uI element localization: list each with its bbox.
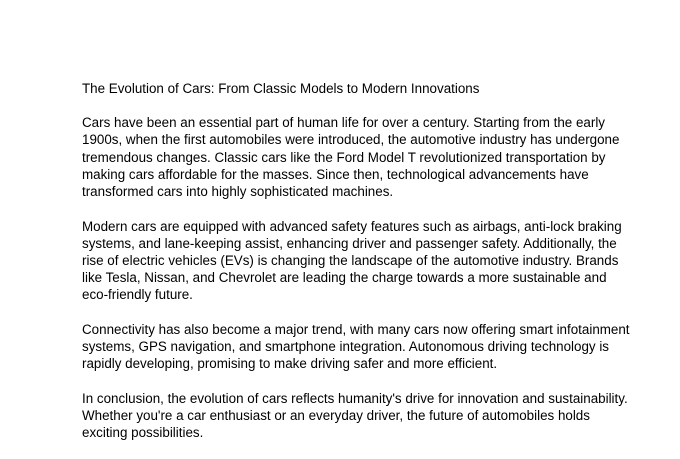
paragraph-line: systems, and lane-keeping assist, enhancing driver and passenger safety. Additionally, the: [82, 235, 617, 251]
paragraph-line: Connectivity has also become a major trend, with many cars now offering smart infotainment: [82, 322, 630, 338]
paragraph-line: eco-friendly future.: [82, 287, 193, 303]
paragraph-line: In conclusion, the evolution of cars reflects humanity's drive for innovation and sustainability.: [82, 391, 628, 407]
paragraph-line: making cars affordable for the masses. Since then, technological advancements have: [82, 166, 589, 182]
paragraph-line: 1900s, when the first automobiles were introduced, the automotive industry has undergone: [82, 132, 620, 148]
paragraph-intro: [82, 114, 642, 200]
paragraph-line: tremendous changes. Classic cars like the Ford Model T revolutionized transportation by: [82, 149, 606, 165]
paragraph-modern-cars: [82, 218, 642, 304]
paragraph-line: like Tesla, Nissan, and Chevrolet are leading the charge towards a more sustainable and: [82, 270, 607, 286]
paragraph-line: Cars have been an essential part of human life for over a century. Starting from the early: [82, 115, 605, 131]
document-title: The Evolution of Cars: From Classic Models to Modern Innovations: [82, 81, 480, 96]
paragraph-conclusion: [82, 390, 642, 442]
document-body: [82, 80, 642, 459]
paragraph-connectivity: [82, 321, 642, 373]
paragraph-line: rise of electric vehicles (EVs) is changing the landscape of the automotive industry. Brands: [82, 253, 619, 269]
paragraph-line: exciting possibilities.: [82, 425, 204, 441]
paragraph-line: systems, GPS navigation, and smartphone integration. Autonomous driving technology is: [82, 339, 609, 355]
paragraph-line: Whether you're a car enthusiast or an everyday driver, the future of automobiles holds: [82, 408, 590, 424]
paragraph-line: Modern cars are equipped with advanced safety features such as airbags, anti-lock braking: [82, 218, 622, 234]
paragraph-line: transformed cars into highly sophisticated machines.: [82, 184, 394, 200]
paragraph-line: rapidly developing, promising to make driving safer and more efficient.: [82, 356, 498, 372]
